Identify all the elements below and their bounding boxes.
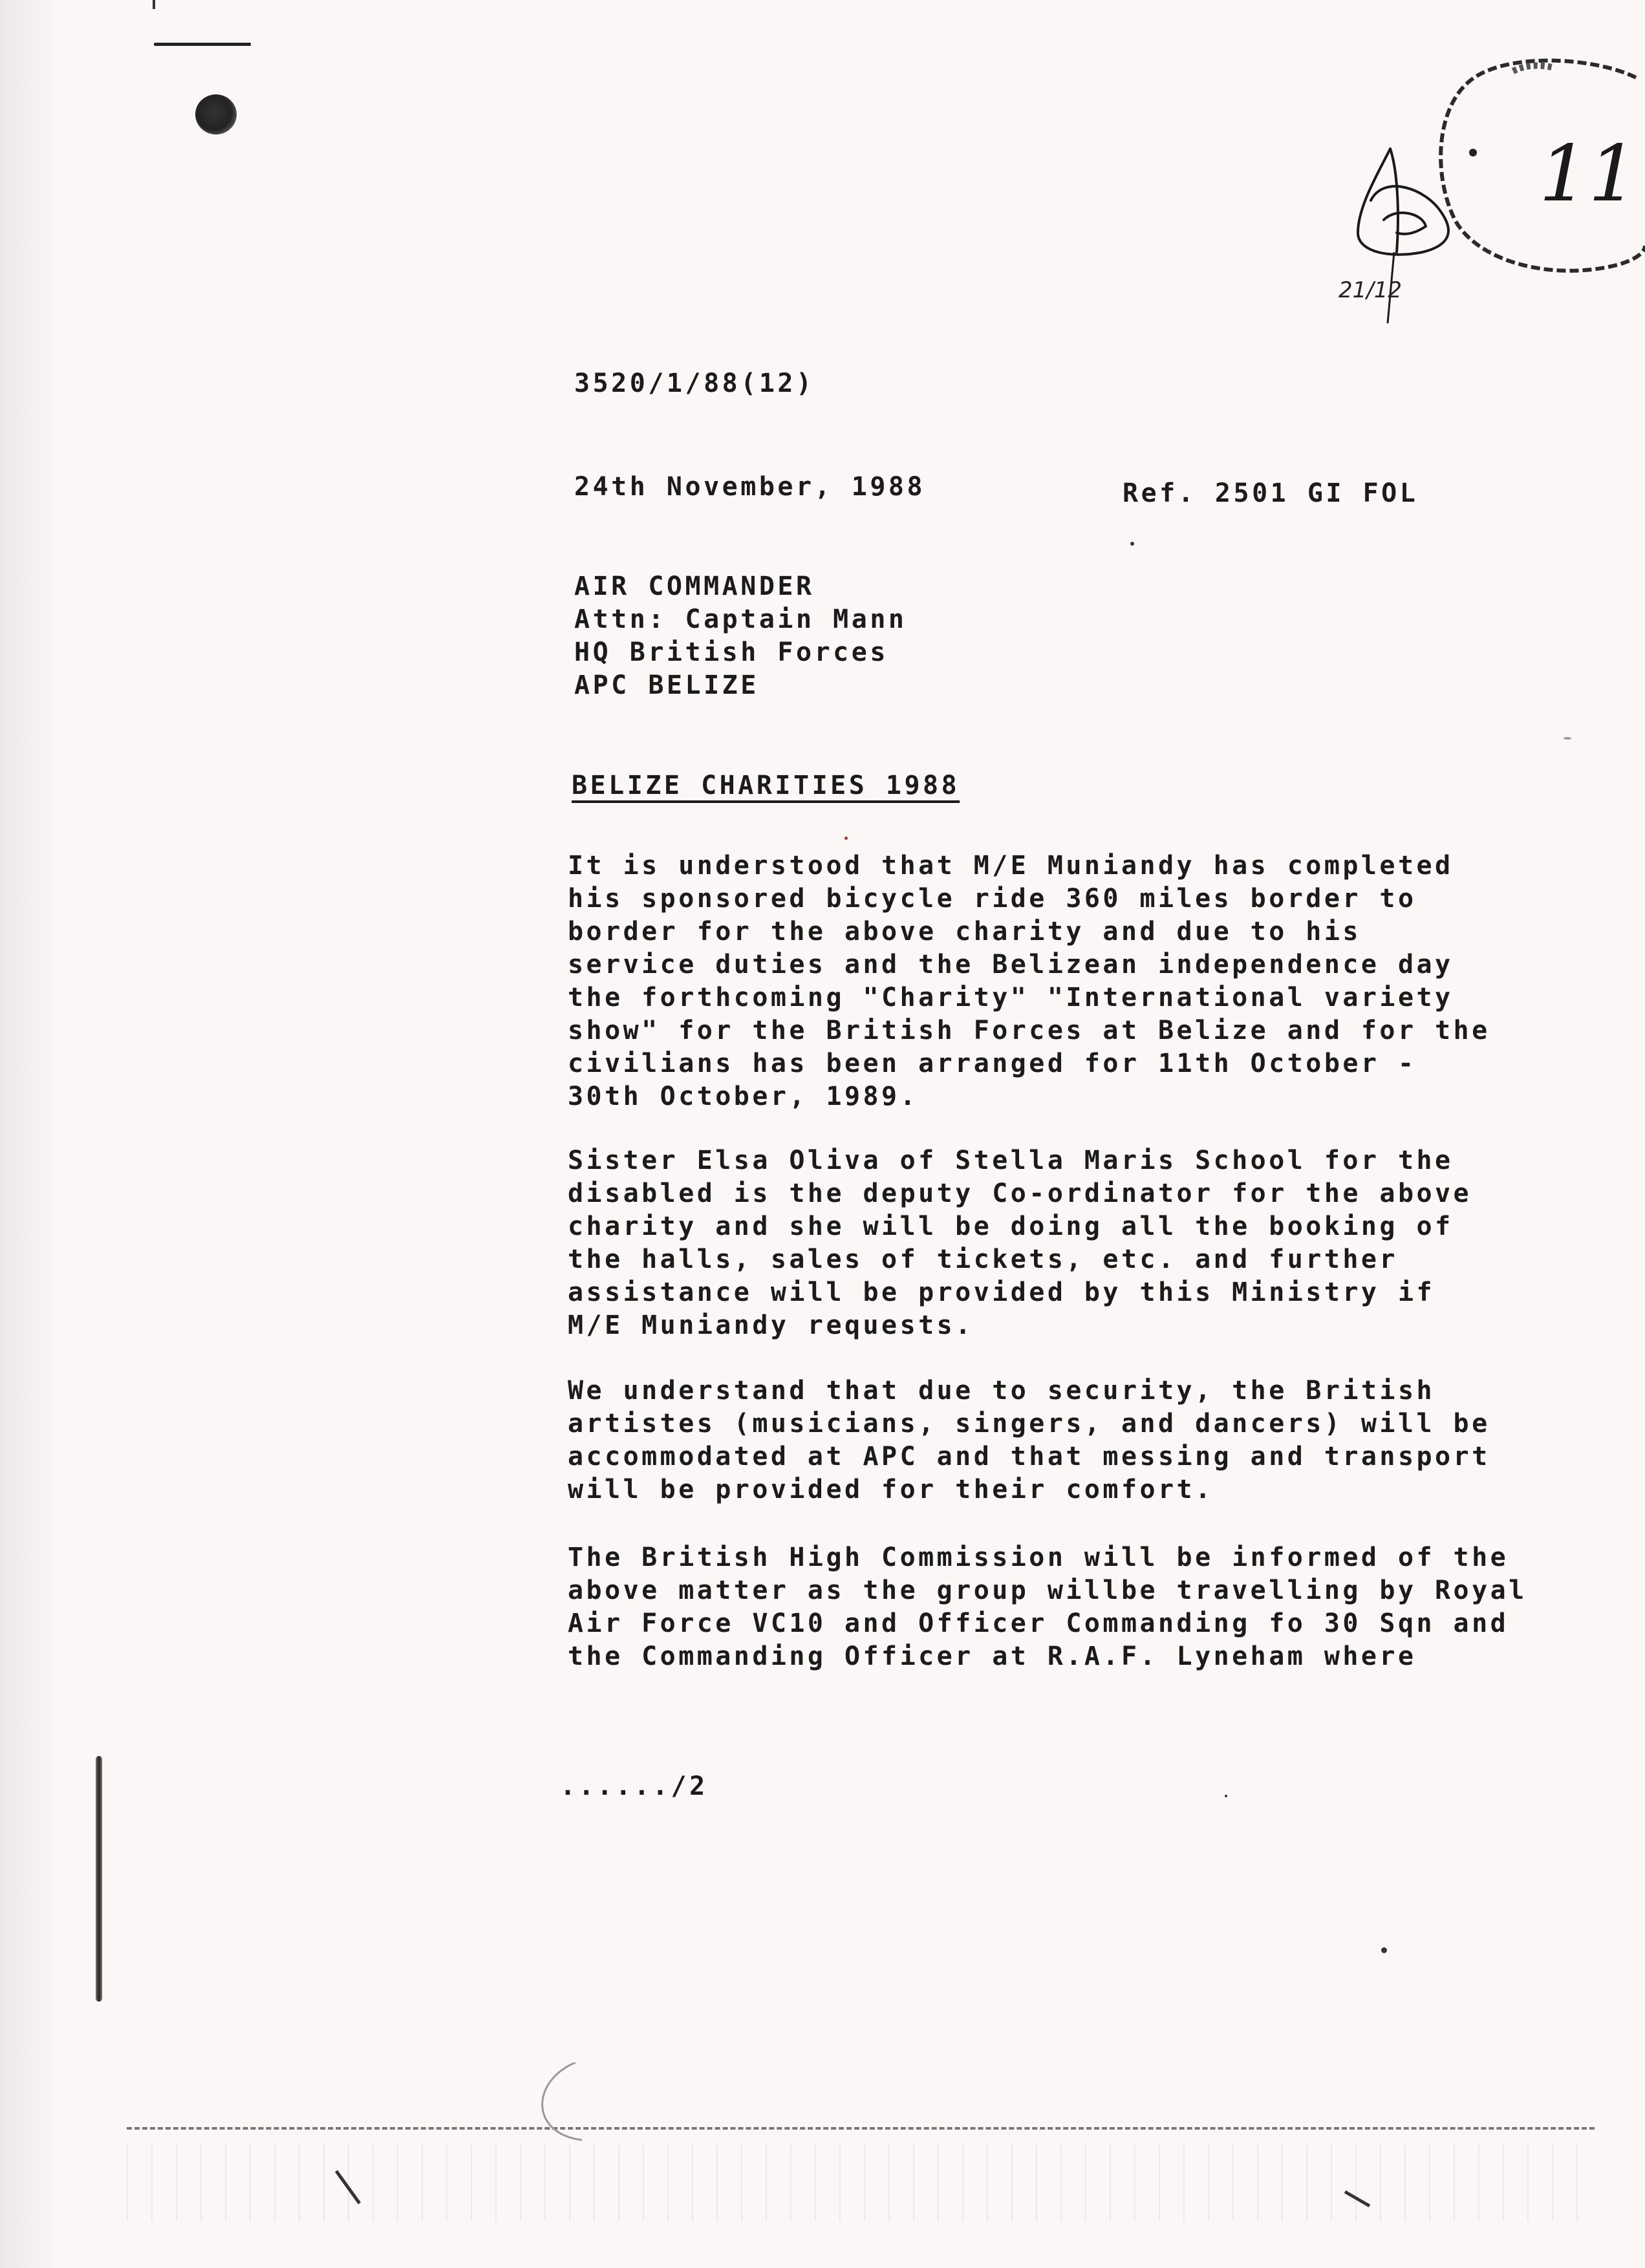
address-line: Attn: Captain Mann [574,604,907,634]
text-line: border for the above charity and due to his [568,917,1361,947]
text-line: service duties and the Belizean independence day [568,950,1454,979]
reference-code: Ref. 2501 GI FOL [1123,478,1419,508]
text-line: It is understood that M/E Muniandy has completed [568,851,1454,881]
file-reference-number: 3520/1/88(12) [574,369,815,398]
text-line: assistance will be provided by this Ministry if [568,1278,1435,1307]
text-line: disabled is the deputy Co-ordinator for the above [568,1179,1472,1208]
scan-speck [1130,542,1134,546]
text-line: Air Force VC10 and Officer Commanding fo 30 Sqn and [568,1609,1509,1638]
text-line: Sister Elsa Oliva of Stella Maris School for the [568,1146,1454,1175]
handwritten-date: 21/12 [1339,277,1402,303]
text-line: will be provided for their comfort. [568,1475,1214,1504]
text-line: his sponsored bicycle ride 360 miles border to [568,884,1417,914]
address-line: APC BELIZE [574,670,759,700]
scan-speck [844,837,848,840]
text-line: the forthcoming "Charity" "International variety [568,983,1454,1012]
text-line: the Commanding Officer at R.A.F. Lyneham where [568,1642,1417,1671]
handwritten-initials [1358,149,1448,255]
paragraph-3 [568,1375,1576,1506]
page-continuation-marker: ....../2 [560,1771,708,1801]
text-line: accommodated at APC and that messing and transport [568,1442,1490,1471]
scan-speck [1564,737,1571,740]
text-line: civilians has been arranged for 11th October - [568,1049,1417,1078]
letter-date: 24th November, 1988 [574,472,926,502]
paragraph-1 [568,850,1576,1113]
text-line: the halls, sales of tickets, etc. and further [568,1245,1398,1274]
address-line: HQ British Forces [574,637,888,667]
text-line: above matter as the group willbe travelling by Royal [568,1576,1527,1605]
text-line: M/E Muniandy requests. [568,1311,974,1340]
folio-stamp [1293,39,1645,323]
paragraph-2 [568,1144,1576,1342]
paragraph-4 [568,1541,1576,1673]
text-line: The British High Commission will be informed of the [568,1543,1509,1572]
scan-speck [1381,1947,1387,1953]
letter-subject: BELIZE CHARITIES 1988 [572,771,960,800]
scan-artifacts [0,2062,1645,2268]
folio-number: 11 [1539,129,1638,219]
text-line: charity and she will be doing all the booking of [568,1212,1454,1241]
text-line: show" for the British Forces at Belize and for the [568,1016,1490,1045]
margin-bar-mark [96,1756,102,2002]
top-edge-mark [153,0,155,9]
punch-hole [195,94,237,134]
text-line: We understand that due to security, the British [568,1376,1435,1406]
text-line: artistes (musicians, singers, and dancers) will be [568,1409,1490,1439]
text-line: 30th October, 1989. [568,1082,919,1111]
scan-speck [1225,1795,1227,1797]
file-mark-dash [154,43,251,46]
recipient-address [574,570,907,702]
page-edge-shadow [0,0,57,2268]
address-line: AIR COMMANDER [574,572,815,601]
